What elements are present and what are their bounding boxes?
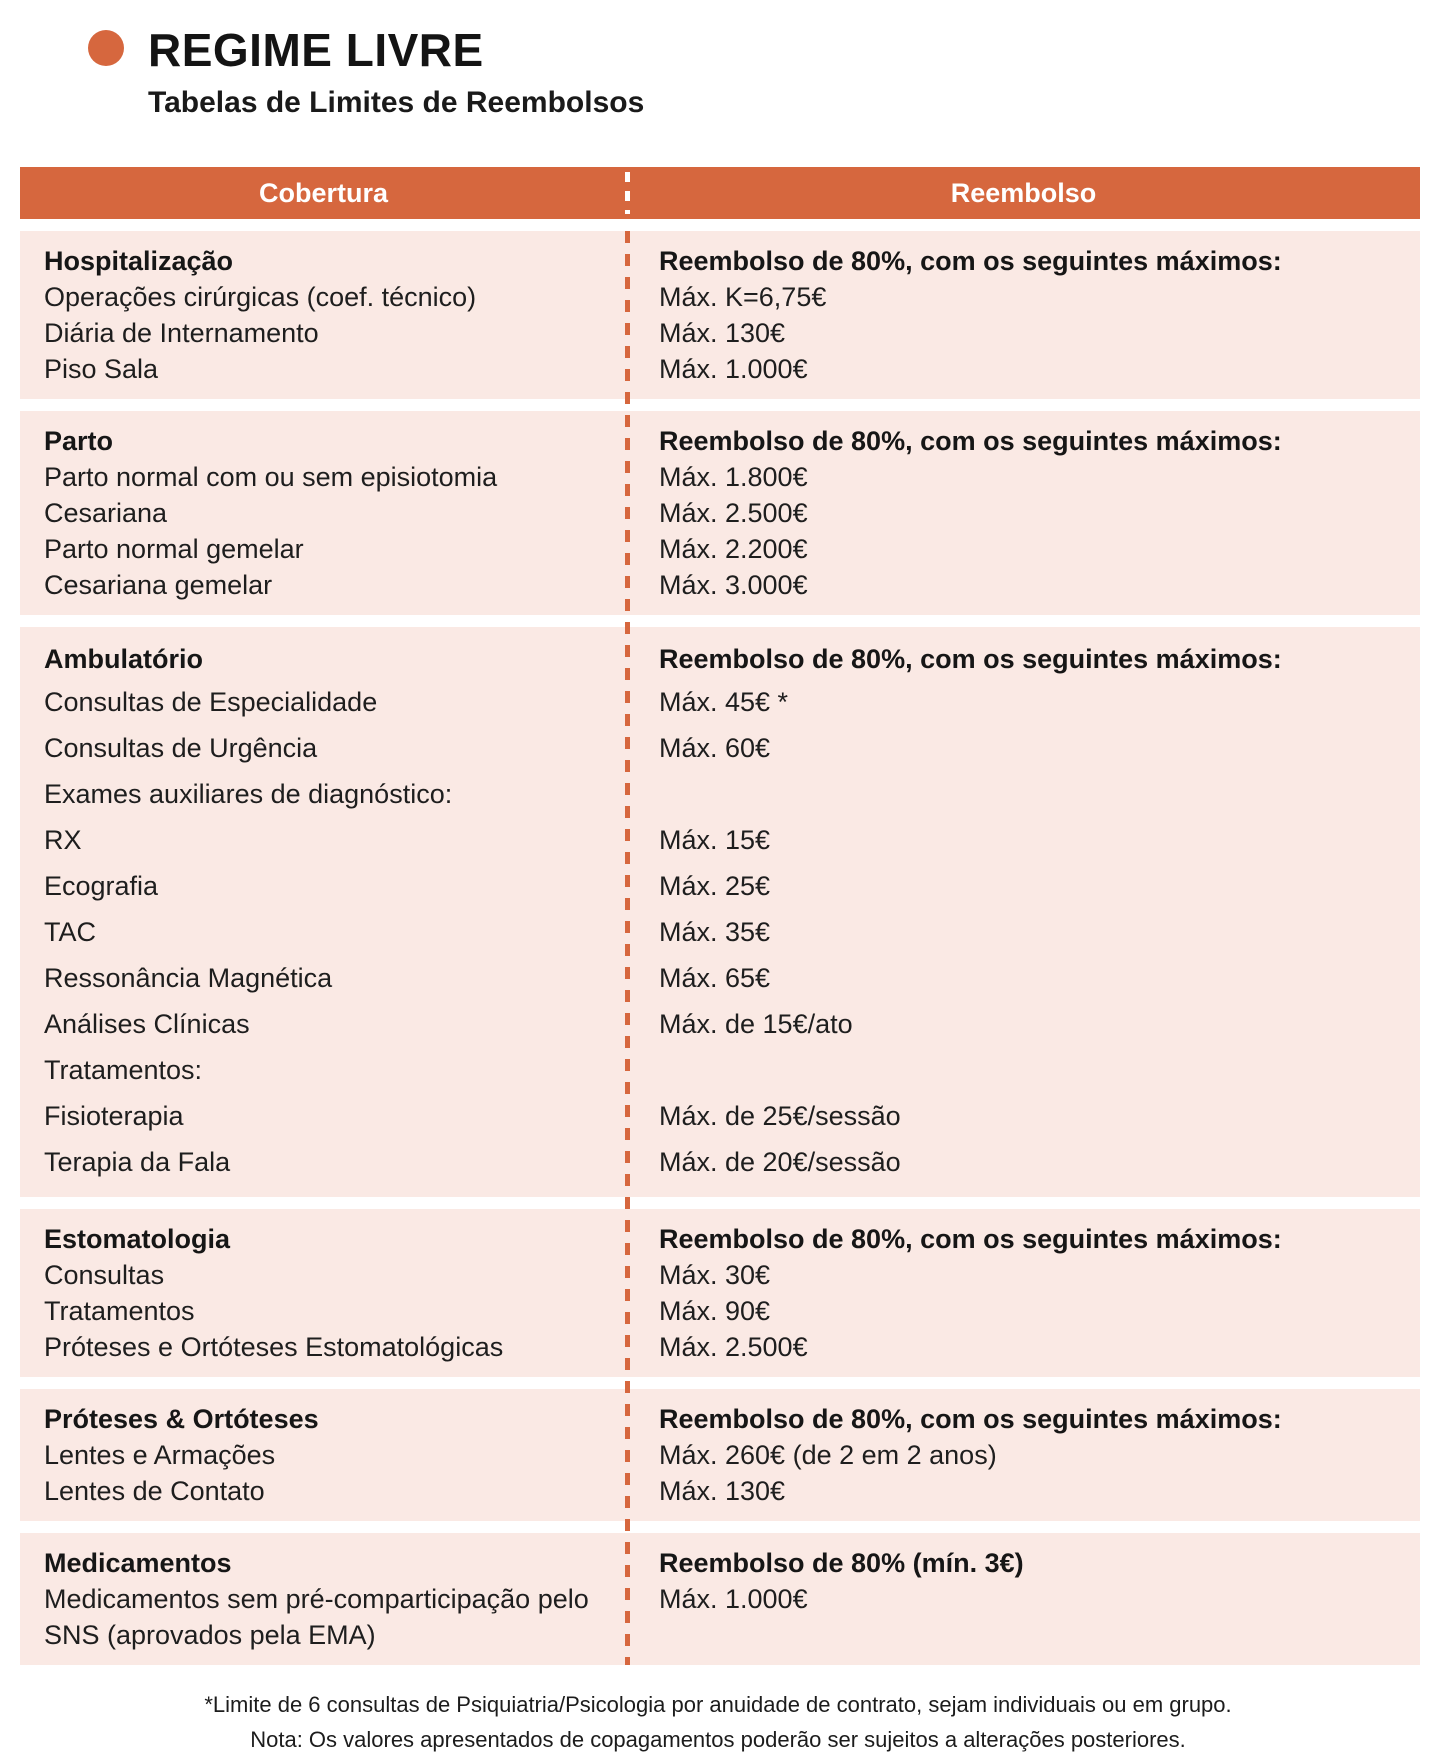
reimbursement-header-cell: Reembolso de 80%, com os seguintes máximos: xyxy=(659,1404,1282,1434)
table-row xyxy=(20,279,1420,315)
coverage-cell: Tratamentos xyxy=(44,1296,195,1326)
reimbursement-header-cell: Reembolso de 80%, com os seguintes máximos: xyxy=(659,644,1282,674)
coverage-cell: Próteses e Ortóteses Estomatológicas xyxy=(44,1332,504,1362)
table-row xyxy=(20,955,1420,1001)
reimbursement-header-cell: Reembolso de 80%, com os seguintes máximos: xyxy=(659,426,1282,456)
coverage-cell: RX xyxy=(44,825,82,855)
coverage-cell: Exames auxiliares de diagnóstico: xyxy=(44,779,453,809)
coverage-cell: TAC xyxy=(44,917,96,947)
coverage-cell: Lentes e Armações xyxy=(44,1440,276,1470)
coverage-cell: Cesariana xyxy=(44,498,168,528)
section-estomatologia xyxy=(20,1209,1420,1377)
section-hospitalizacao xyxy=(20,231,1420,399)
coverage-cell: Ressonância Magnética xyxy=(44,963,333,993)
table-row xyxy=(20,1047,1420,1093)
coverage-cell: Lentes de Contato xyxy=(44,1476,265,1506)
reimbursement-cell: Máx. 35€ xyxy=(659,917,771,947)
table-row xyxy=(20,679,1420,725)
page-title: REGIME LIVRE xyxy=(148,24,484,76)
table-row xyxy=(20,1329,1420,1365)
table-row xyxy=(20,1139,1420,1185)
reimbursement-cell: Máx. 130€ xyxy=(659,318,786,348)
table-row xyxy=(20,817,1420,863)
coverage-cell: Consultas xyxy=(44,1260,165,1290)
footnote-asterisk: *Limite de 6 consultas de Psiquiatria/Psicologia por anuidade de contrato, sejam individuais ou em grupo. xyxy=(204,1692,1232,1717)
coverage-cell: Medicamentos sem pré-comparticipação pelo SNS (aprovados pela EMA) xyxy=(44,1584,589,1650)
reimbursement-cell: Máx. 15€ xyxy=(659,825,771,855)
reimbursement-cell: Máx. 30€ xyxy=(659,1260,771,1290)
section-proteses-ortoteses xyxy=(20,1389,1420,1521)
coverage-cell: Ecografia xyxy=(44,871,159,901)
coverage-header-cell: Medicamentos xyxy=(44,1548,232,1578)
reimbursement-cell: Máx. 2.500€ xyxy=(659,498,808,528)
reimbursement-cell: Máx. 130€ xyxy=(659,1476,786,1506)
reimbursement-cell: Máx. K=6,75€ xyxy=(659,282,827,312)
section-header-row xyxy=(20,1221,1420,1257)
reimbursement-cell: Máx. de 15€/ato xyxy=(659,1009,853,1039)
reimbursement-cell: Máx. 25€ xyxy=(659,871,771,901)
reimbursement-cell: Máx. 260€ (de 2 em 2 anos) xyxy=(659,1440,997,1470)
section-medicamentos xyxy=(20,1533,1420,1665)
table-row xyxy=(20,495,1420,531)
reimbursement-cell: Máx. 2.200€ xyxy=(659,534,808,564)
table-row xyxy=(20,1293,1420,1329)
reimbursement-cell: Máx. 60€ xyxy=(659,733,771,763)
coverage-header-cell: Hospitalização xyxy=(44,246,234,276)
table-row xyxy=(20,1473,1420,1509)
section-header-row xyxy=(20,243,1420,279)
reimbursement-header-cell: Reembolso de 80%, com os seguintes máximos: xyxy=(659,246,1282,276)
coverage-cell: Parto normal com ou sem episiotomia xyxy=(44,462,498,492)
section-header-row xyxy=(20,639,1420,679)
bullet-dot-icon xyxy=(88,30,124,66)
coverage-cell: Terapia da Fala xyxy=(44,1147,231,1177)
section-ambulatorio xyxy=(20,627,1420,1197)
coverage-cell: Operações cirúrgicas (coef. técnico) xyxy=(44,282,477,312)
reimbursement-cell: Máx. de 25€/sessão xyxy=(659,1101,901,1131)
coverage-cell: Tratamentos: xyxy=(44,1055,203,1085)
reimbursement-cell: Máx. 45€ * xyxy=(659,687,789,717)
coverage-cell: Consultas de Especialidade xyxy=(44,687,378,717)
table-row xyxy=(20,863,1420,909)
reimbursement-cell: Máx. 1.800€ xyxy=(659,462,808,492)
section-header-row xyxy=(20,1545,1420,1581)
table-row xyxy=(20,1437,1420,1473)
reimbursement-cell: Máx. 3.000€ xyxy=(659,570,808,600)
table-header-row xyxy=(20,167,1420,219)
reimbursement-cell xyxy=(627,1047,1420,1093)
reimbursement-cell: Máx. de 20€/sessão xyxy=(659,1147,901,1177)
reimbursement-cell: Máx. 90€ xyxy=(659,1296,771,1326)
coverage-cell: Análises Clínicas xyxy=(44,1009,250,1039)
section-header-row xyxy=(20,1401,1420,1437)
page-subtitle: Tabelas de Limites de Reembolsos xyxy=(148,86,645,119)
footnote-nota: Nota: Os valores apresentados de copagamentos poderão ser sujeitos a alterações posteriores. xyxy=(250,1727,1186,1752)
reimbursement-cell: Máx. 2.500€ xyxy=(659,1332,808,1362)
column-header-reimbursement: Reembolso xyxy=(950,177,1097,208)
body-dashed-divider xyxy=(625,231,630,1665)
section-parto xyxy=(20,411,1420,615)
table-row xyxy=(20,567,1420,603)
table-row xyxy=(20,725,1420,771)
coverage-cell: Consultas de Urgência xyxy=(44,733,318,763)
reimbursement-cell: Máx. 1.000€ xyxy=(659,1584,808,1614)
table-row xyxy=(20,1581,1420,1653)
coverage-header-cell: Estomatologia xyxy=(44,1224,231,1254)
title-block xyxy=(148,24,644,121)
table-body xyxy=(20,231,1420,1665)
footnotes xyxy=(0,1687,1436,1757)
coverage-cell: Parto normal gemelar xyxy=(44,534,304,564)
table-row xyxy=(20,531,1420,567)
section-header-row xyxy=(20,423,1420,459)
column-header-coverage: Cobertura xyxy=(258,177,388,208)
header-dashed-divider xyxy=(625,172,630,214)
coverage-cell: Cesariana gemelar xyxy=(44,570,273,600)
document-header xyxy=(0,0,1436,121)
coverage-header-cell: Próteses & Ortóteses xyxy=(44,1404,319,1434)
reimbursement-cell: Máx. 65€ xyxy=(659,963,771,993)
table-row xyxy=(20,351,1420,387)
reimbursement-header-cell: Reembolso de 80% (mín. 3€) xyxy=(659,1548,1024,1578)
table-row xyxy=(20,1001,1420,1047)
table-row xyxy=(20,771,1420,817)
reimbursement-cell xyxy=(627,771,1420,817)
reimbursement-header-cell: Reembolso de 80%, com os seguintes máximos: xyxy=(659,1224,1282,1254)
table-row xyxy=(20,459,1420,495)
coverage-cell: Fisioterapia xyxy=(44,1101,184,1131)
table-row xyxy=(20,315,1420,351)
coverage-header-cell: Ambulatório xyxy=(44,644,203,674)
table-row xyxy=(20,1093,1420,1139)
coverage-header-cell: Parto xyxy=(44,426,114,456)
reimbursement-limits-table xyxy=(20,167,1420,1665)
table-row xyxy=(20,1257,1420,1293)
table-row xyxy=(20,909,1420,955)
reimbursement-cell: Máx. 1.000€ xyxy=(659,354,808,384)
coverage-cell: Piso Sala xyxy=(44,354,159,384)
coverage-cell: Diária de Internamento xyxy=(44,318,319,348)
